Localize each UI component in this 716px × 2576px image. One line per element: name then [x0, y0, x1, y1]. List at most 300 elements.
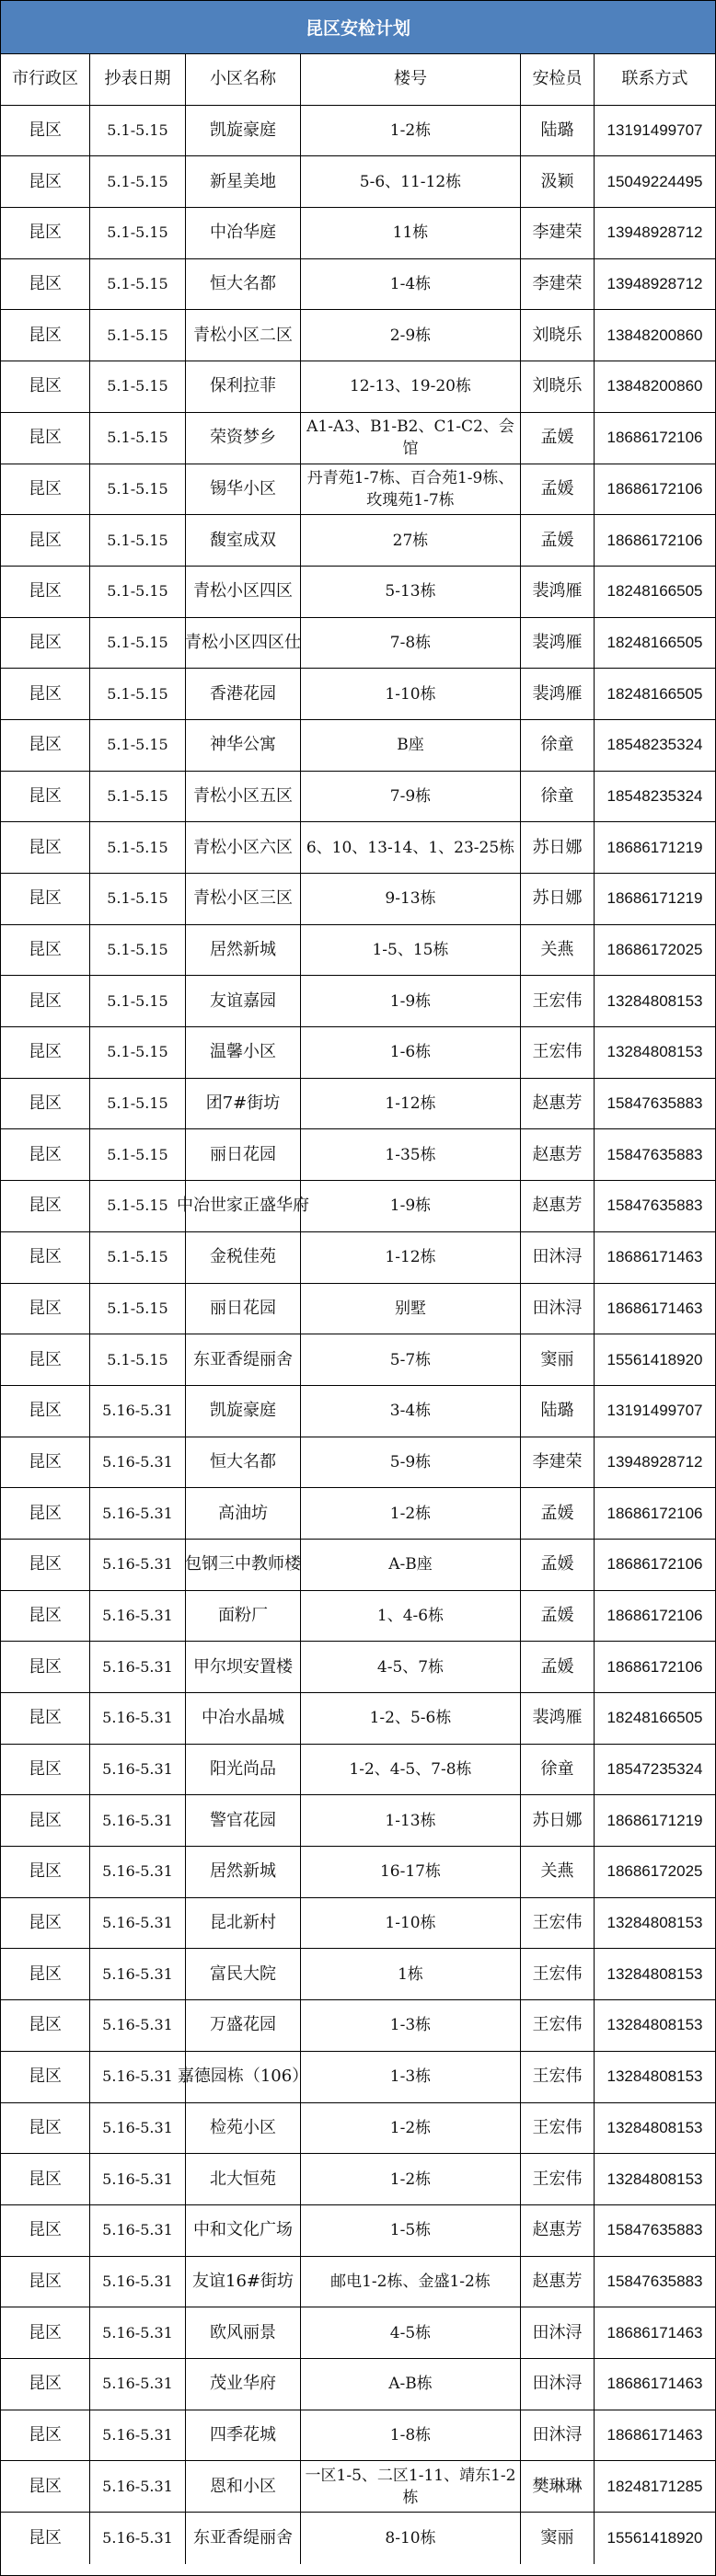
- cell-inspector: 赵惠芳: [521, 1079, 595, 1129]
- cell-district: 昆区: [1, 822, 90, 873]
- cell-date: 5.1-5.15: [90, 259, 186, 310]
- cell-building: 9-13栋: [301, 874, 521, 924]
- cell-inspector: 孟媛: [521, 515, 595, 566]
- cell-community: 昆北新村: [186, 1898, 301, 1949]
- table-row: [1, 1334, 715, 1386]
- cell-district: 昆区: [1, 2257, 90, 2307]
- cell-building: 3-4栋: [301, 1386, 521, 1437]
- cell-date: 5.1-5.15: [90, 1027, 186, 1078]
- cell-date: 5.16-5.31: [90, 2103, 186, 2154]
- cell-community: 青松小区四区: [186, 567, 301, 617]
- cell-district: 昆区: [1, 156, 90, 207]
- table-row: [1, 2359, 715, 2410]
- cell-district: 昆区: [1, 567, 90, 617]
- cell-contact: 18248166505: [606, 582, 703, 601]
- cell-community: 荣资梦乡: [186, 413, 301, 464]
- cell-contact: 18686172106: [606, 1555, 703, 1574]
- cell-community: 凯旋豪庭: [186, 106, 301, 156]
- cell-contact: 18547235324: [606, 1760, 703, 1779]
- cell-date: 5.16-5.31: [90, 1898, 186, 1949]
- table-row: [1, 2410, 715, 2462]
- cell-district: 昆区: [1, 413, 90, 464]
- table-row: [1, 413, 715, 464]
- cell-community: 居然新城: [186, 1847, 301, 1897]
- cell-building: 1-5、15栋: [301, 925, 521, 976]
- cell-date: 5.16-5.31: [90, 2513, 186, 2564]
- cell-date: 5.1-5.15: [90, 515, 186, 566]
- cell-inspector: 孟媛: [521, 413, 595, 464]
- cell-district: 昆区: [1, 2307, 90, 2358]
- cell-date: 5.1-5.15: [90, 1232, 186, 1283]
- cell-district: 昆区: [1, 361, 90, 412]
- cell-community: 保利拉菲: [186, 361, 301, 412]
- cell-contact: 18686171219: [606, 889, 703, 908]
- cell-community: 高油坊: [186, 1488, 301, 1539]
- cell-contact: 18548235324: [606, 736, 703, 754]
- cell-community: 中和文化广场: [186, 2205, 301, 2256]
- cell-district: 昆区: [1, 2154, 90, 2204]
- cell-district: 昆区: [1, 1386, 90, 1437]
- cell-contact: 18248166505: [606, 633, 703, 651]
- cell-inspector: 徐童: [521, 1745, 595, 1795]
- table-row: [1, 515, 715, 567]
- cell-community: 青松小区六区: [186, 822, 301, 873]
- cell-community: 青松小区三区: [186, 874, 301, 924]
- cell-district: 昆区: [1, 2461, 90, 2512]
- cell-inspector: 赵惠芳: [521, 1129, 595, 1180]
- table-row: [1, 1949, 715, 2000]
- cell-district: 昆区: [1, 618, 90, 669]
- table-row: [1, 669, 715, 720]
- cell-inspector: 王宏伟: [521, 2103, 595, 2154]
- cell-date: 5.1-5.15: [90, 361, 186, 412]
- cell-date: 5.1-5.15: [90, 567, 186, 617]
- cell-date: 5.16-5.31: [90, 1745, 186, 1795]
- cell-district: 昆区: [1, 1284, 90, 1334]
- cell-building: 1-2、5-6栋: [301, 1693, 521, 1744]
- cell-building: 4-5栋: [301, 2307, 521, 2358]
- table-row: [1, 1181, 715, 1232]
- cell-community: 富民大院: [186, 1949, 301, 1999]
- cell-contact: 13948928712: [606, 223, 703, 242]
- table-row: [1, 1284, 715, 1335]
- cell-inspector: 关燕: [521, 1847, 595, 1897]
- table-row: [1, 2154, 715, 2205]
- cell-contact: 18686172025: [606, 1862, 703, 1881]
- cell-community: 丽日花园: [186, 1284, 301, 1334]
- cell-building: 12-13、19-20栋: [301, 361, 521, 412]
- cell-inspector: 王宏伟: [521, 2052, 595, 2102]
- cell-community: 北大恒苑: [186, 2154, 301, 2204]
- cell-contact: 18248166505: [606, 684, 703, 703]
- table-row: [1, 1898, 715, 1950]
- table-row: [1, 106, 715, 157]
- cell-inspector: 关燕: [521, 925, 595, 976]
- table-row: [1, 1591, 715, 1643]
- cell-inspector: 王宏伟: [521, 2154, 595, 2204]
- cell-building: 5-13栋: [301, 567, 521, 617]
- cell-building: A-B座: [301, 1540, 521, 1590]
- cell-contact: 18548235324: [606, 786, 703, 805]
- cell-community: 青松小区二区: [186, 310, 301, 361]
- cell-inspector: 裴鸿雁: [521, 618, 595, 669]
- cell-inspector: 刘晓乐: [521, 310, 595, 361]
- cell-community: 面粉厂: [186, 1591, 301, 1642]
- cell-district: 昆区: [1, 2205, 90, 2256]
- cell-inspector: 陆璐: [521, 106, 595, 156]
- table-row: [1, 1386, 715, 1437]
- cell-inspector: 孟媛: [521, 1540, 595, 1590]
- cell-inspector: 田沐浔: [521, 2307, 595, 2358]
- cell-building: 1-5栋: [301, 2205, 521, 2256]
- cell-community: 青松小区四区仕: [186, 618, 301, 669]
- cell-inspector: 赵惠芳: [521, 2205, 595, 2256]
- cell-building: 一区1-5、二区1-11、靖东1-2栋: [301, 2461, 521, 2512]
- cell-contact: 18686172025: [606, 941, 703, 959]
- table-row: [1, 874, 715, 925]
- header-inspector: 安检员: [521, 54, 595, 105]
- cell-date: 5.16-5.31: [90, 2000, 186, 2051]
- cell-community: 警官花园: [186, 1795, 301, 1846]
- cell-contact: 13848200860: [606, 377, 703, 395]
- cell-building: 1-12栋: [301, 1079, 521, 1129]
- cell-community: 居然新城: [186, 925, 301, 976]
- cell-building: 16-17栋: [301, 1847, 521, 1897]
- cell-district: 昆区: [1, 720, 90, 771]
- cell-district: 昆区: [1, 976, 90, 1026]
- cell-district: 昆区: [1, 1745, 90, 1795]
- cell-date: 5.1-5.15: [90, 156, 186, 207]
- cell-inspector: 田沐浔: [521, 1232, 595, 1283]
- cell-district: 昆区: [1, 310, 90, 361]
- cell-date: 5.1-5.15: [90, 822, 186, 873]
- cell-contact: 15561418920: [606, 1350, 703, 1368]
- cell-contact: 15847635883: [606, 1094, 703, 1113]
- table-row: [1, 1745, 715, 1796]
- cell-building: 5-7栋: [301, 1334, 521, 1385]
- cell-community: 锡华小区: [186, 464, 301, 515]
- cell-date: 5.1-5.15: [90, 618, 186, 669]
- cell-contact: 13284808153: [606, 2016, 703, 2034]
- cell-community: 阳光尚品: [186, 1745, 301, 1795]
- cell-community: 团7#街坊: [186, 1079, 301, 1129]
- cell-district: 昆区: [1, 772, 90, 822]
- cell-community: 甲尔坝安置楼: [186, 1642, 301, 1692]
- cell-date: 5.16-5.31: [90, 1591, 186, 1642]
- table-row: [1, 2000, 715, 2052]
- cell-date: 5.16-5.31: [90, 2205, 186, 2256]
- cell-date: 5.16-5.31: [90, 2461, 186, 2512]
- cell-district: 昆区: [1, 1591, 90, 1642]
- cell-community: 青松小区五区: [186, 772, 301, 822]
- cell-contact: 15847635883: [606, 1196, 703, 1215]
- cell-inspector: 刘晓乐: [521, 361, 595, 412]
- cell-building: 4-5、7栋: [301, 1642, 521, 1692]
- cell-community: 中冶华庭: [186, 208, 301, 258]
- cell-contact: 18248166505: [606, 1709, 703, 1727]
- table-row: [1, 1540, 715, 1591]
- cell-community: 凯旋豪庭: [186, 1386, 301, 1437]
- table-row: [1, 1642, 715, 1693]
- cell-date: 5.16-5.31: [90, 1488, 186, 1539]
- cell-inspector: 王宏伟: [521, 1898, 595, 1949]
- cell-building: 1、4-6栋: [301, 1591, 521, 1642]
- cell-contact: 18686171463: [606, 2375, 703, 2393]
- cell-building: 6、10、13-14、1、23-25栋: [301, 822, 521, 873]
- cell-contact: 15049224495: [606, 172, 703, 190]
- cell-date: 5.1-5.15: [90, 208, 186, 258]
- cell-building: 1-13栋: [301, 1795, 521, 1846]
- cell-community: 欧风丽景: [186, 2307, 301, 2358]
- cell-building: 1-35栋: [301, 1129, 521, 1180]
- cell-community: 友谊16#街坊: [186, 2257, 301, 2307]
- cell-community: 香港花园: [186, 669, 301, 719]
- cell-district: 昆区: [1, 1693, 90, 1744]
- cell-community: 中冶世家正盛华府: [186, 1181, 301, 1231]
- cell-date: 5.1-5.15: [90, 106, 186, 156]
- table-row: [1, 2205, 715, 2257]
- cell-district: 昆区: [1, 1027, 90, 1078]
- cell-community: 新星美地: [186, 156, 301, 207]
- header-date: 抄表日期: [90, 54, 186, 105]
- cell-date: 5.1-5.15: [90, 1181, 186, 1231]
- cell-district: 昆区: [1, 1232, 90, 1283]
- cell-contact: 15847635883: [606, 2221, 703, 2239]
- cell-inspector: 田沐浔: [521, 1284, 595, 1334]
- cell-contact: 13948928712: [606, 275, 703, 293]
- cell-date: 5.1-5.15: [90, 874, 186, 924]
- cell-inspector: 陆璐: [521, 1386, 595, 1437]
- cell-inspector: 窦丽: [521, 2513, 595, 2564]
- cell-district: 昆区: [1, 2052, 90, 2102]
- table-row: [1, 976, 715, 1027]
- cell-inspector: 苏日娜: [521, 822, 595, 873]
- cell-community: 温馨小区: [186, 1027, 301, 1078]
- cell-building: 1-10栋: [301, 669, 521, 719]
- cell-district: 昆区: [1, 515, 90, 566]
- cell-building: 27栋: [301, 515, 521, 566]
- cell-date: 5.1-5.15: [90, 1284, 186, 1334]
- cell-community: 东亚香缇丽舍: [186, 2513, 301, 2564]
- cell-building: 1-9栋: [301, 976, 521, 1026]
- cell-date: 5.16-5.31: [90, 2359, 186, 2410]
- cell-district: 昆区: [1, 1129, 90, 1180]
- cell-building: 1-2栋: [301, 2154, 521, 2204]
- cell-district: 昆区: [1, 1949, 90, 1999]
- cell-district: 昆区: [1, 1437, 90, 1488]
- cell-district: 昆区: [1, 874, 90, 924]
- table-row: [1, 2103, 715, 2155]
- cell-district: 昆区: [1, 1488, 90, 1539]
- cell-building: 1-10栋: [301, 1898, 521, 1949]
- cell-building: 8-10栋: [301, 2513, 521, 2564]
- table-row: [1, 1027, 715, 1079]
- cell-district: 昆区: [1, 2410, 90, 2461]
- table-row: [1, 310, 715, 361]
- cell-building: 1-2、4-5、7-8栋: [301, 1745, 521, 1795]
- header-community: 小区名称: [186, 54, 301, 105]
- cell-inspector: 樊琳琳: [521, 2461, 595, 2512]
- cell-district: 昆区: [1, 2103, 90, 2154]
- cell-community: 恒大名都: [186, 259, 301, 310]
- table-row: [1, 1079, 715, 1130]
- cell-inspector: 裴鸿雁: [521, 1693, 595, 1744]
- table-row: [1, 822, 715, 874]
- cell-inspector: 李建荣: [521, 1437, 595, 1488]
- table-row: [1, 720, 715, 772]
- cell-contact: 13948928712: [606, 1452, 703, 1471]
- cell-date: 5.16-5.31: [90, 2307, 186, 2358]
- cell-date: 5.1-5.15: [90, 310, 186, 361]
- cell-date: 5.1-5.15: [90, 720, 186, 771]
- cell-inspector: 徐童: [521, 720, 595, 771]
- cell-date: 5.16-5.31: [90, 1795, 186, 1846]
- cell-date: 5.1-5.15: [90, 464, 186, 515]
- cell-inspector: 孟媛: [521, 1642, 595, 1692]
- table-row: [1, 1437, 715, 1489]
- cell-district: 昆区: [1, 1334, 90, 1385]
- cell-building: 2-9栋: [301, 310, 521, 361]
- cell-building: A-B栋: [301, 2359, 521, 2410]
- cell-date: 5.16-5.31: [90, 1949, 186, 1999]
- cell-district: 昆区: [1, 2000, 90, 2051]
- table-row: [1, 2307, 715, 2359]
- cell-contact: 18686172106: [606, 429, 703, 447]
- cell-building: 1-12栋: [301, 1232, 521, 1283]
- cell-contact: 18686172106: [606, 531, 703, 549]
- cell-district: 昆区: [1, 1642, 90, 1692]
- cell-district: 昆区: [1, 1181, 90, 1231]
- cell-contact: 13284808153: [606, 2170, 703, 2188]
- cell-district: 昆区: [1, 259, 90, 310]
- table-row: [1, 1232, 715, 1284]
- cell-community: 丽日花园: [186, 1129, 301, 1180]
- cell-inspector: 李建荣: [521, 208, 595, 258]
- cell-contact: 18686171463: [606, 1248, 703, 1266]
- cell-contact: 18686172106: [606, 479, 703, 498]
- cell-inspector: 王宏伟: [521, 1027, 595, 1078]
- cell-date: 5.16-5.31: [90, 2410, 186, 2461]
- cell-date: 5.16-5.31: [90, 1386, 186, 1437]
- cell-building: 5-6、11-12栋: [301, 156, 521, 207]
- cell-contact: 13848200860: [606, 326, 703, 344]
- cell-contact: 18686171463: [606, 2323, 703, 2341]
- cell-district: 昆区: [1, 1898, 90, 1949]
- cell-district: 昆区: [1, 925, 90, 976]
- cell-contact: 18686172106: [606, 1606, 703, 1624]
- cell-building: 1-4栋: [301, 259, 521, 310]
- cell-date: 5.16-5.31: [90, 1642, 186, 1692]
- cell-building: 1-9栋: [301, 1181, 521, 1231]
- table-body: [1, 106, 715, 2564]
- cell-contact: 13284808153: [606, 1914, 703, 1932]
- cell-date: 5.1-5.15: [90, 1129, 186, 1180]
- table-row: [1, 1847, 715, 1898]
- table-row: [1, 618, 715, 670]
- cell-district: 昆区: [1, 1847, 90, 1897]
- cell-contact: 18686172106: [606, 1657, 703, 1676]
- cell-inspector: 徐童: [521, 772, 595, 822]
- table-row: [1, 2052, 715, 2103]
- cell-building: 1-2栋: [301, 2103, 521, 2154]
- header-building: 楼号: [301, 54, 521, 105]
- cell-date: 5.16-5.31: [90, 1540, 186, 1590]
- cell-building: B座: [301, 720, 521, 771]
- cell-building: 邮电1-2栋、金盛1-2栋: [301, 2257, 521, 2307]
- cell-district: 昆区: [1, 1079, 90, 1129]
- table-row: [1, 1129, 715, 1181]
- cell-building: 1-2栋: [301, 1488, 521, 1539]
- cell-community: 万盛花园: [186, 2000, 301, 2051]
- cell-contact: 18686171463: [606, 2425, 703, 2444]
- cell-inspector: 王宏伟: [521, 2000, 595, 2051]
- cell-building: 11栋: [301, 208, 521, 258]
- cell-building: 1-3栋: [301, 2000, 521, 2051]
- cell-building: 1-8栋: [301, 2410, 521, 2461]
- table-row: [1, 925, 715, 977]
- cell-date: 5.16-5.31: [90, 2052, 186, 2102]
- cell-inspector: 孟媛: [521, 1591, 595, 1642]
- cell-contact: 18686171463: [606, 1299, 703, 1317]
- cell-date: 5.1-5.15: [90, 1079, 186, 1129]
- cell-inspector: 李建荣: [521, 259, 595, 310]
- cell-inspector: 苏日娜: [521, 874, 595, 924]
- cell-community: 恩和小区: [186, 2461, 301, 2512]
- cell-contact: 18248171285: [606, 2477, 703, 2495]
- cell-community: 恒大名都: [186, 1437, 301, 1488]
- table-row: [1, 208, 715, 259]
- cell-community: 检苑小区: [186, 2103, 301, 2154]
- cell-community: 嘉德园栋（106）: [186, 2052, 301, 2102]
- cell-contact: 18686171219: [606, 838, 703, 856]
- cell-date: 5.16-5.31: [90, 1693, 186, 1744]
- cell-building: 丹青苑1-7栋、百合苑1-9栋、玫瑰苑1-7栋: [301, 464, 521, 515]
- cell-building: 5-9栋: [301, 1437, 521, 1488]
- cell-district: 昆区: [1, 1540, 90, 1590]
- cell-building: 别墅: [301, 1284, 521, 1334]
- cell-date: 5.1-5.15: [90, 1334, 186, 1385]
- cell-community: 包钢三中教师楼: [186, 1540, 301, 1590]
- cell-community: 茂业华府: [186, 2359, 301, 2410]
- cell-date: 5.1-5.15: [90, 925, 186, 976]
- cell-inspector: 窦丽: [521, 1334, 595, 1385]
- cell-district: 昆区: [1, 2359, 90, 2410]
- cell-inspector: 裴鸿雁: [521, 567, 595, 617]
- cell-inspector: 王宏伟: [521, 976, 595, 1026]
- cell-inspector: 孟媛: [521, 464, 595, 515]
- cell-inspector: 田沐浔: [521, 2410, 595, 2461]
- cell-date: 5.16-5.31: [90, 2257, 186, 2307]
- cell-community: 四季花城: [186, 2410, 301, 2461]
- cell-date: 5.1-5.15: [90, 413, 186, 464]
- cell-date: 5.1-5.15: [90, 976, 186, 1026]
- cell-community: 馥室成双: [186, 515, 301, 566]
- cell-community: 金税佳苑: [186, 1232, 301, 1283]
- cell-contact: 18686171219: [606, 1811, 703, 1829]
- cell-contact: 15847635883: [606, 2272, 703, 2290]
- cell-contact: 15847635883: [606, 1145, 703, 1163]
- table-row: [1, 772, 715, 823]
- table-row: [1, 361, 715, 413]
- cell-building: A1-A3、B1-B2、C1-C2、会馆: [301, 413, 521, 464]
- header-district: 市行政区: [1, 54, 90, 105]
- cell-inspector: 苏日娜: [521, 1795, 595, 1846]
- cell-district: 昆区: [1, 2513, 90, 2564]
- cell-inspector: 赵惠芳: [521, 1181, 595, 1231]
- cell-inspector: 田沐浔: [521, 2359, 595, 2410]
- cell-contact: 13191499707: [606, 1402, 703, 1420]
- cell-date: 5.16-5.31: [90, 2154, 186, 2204]
